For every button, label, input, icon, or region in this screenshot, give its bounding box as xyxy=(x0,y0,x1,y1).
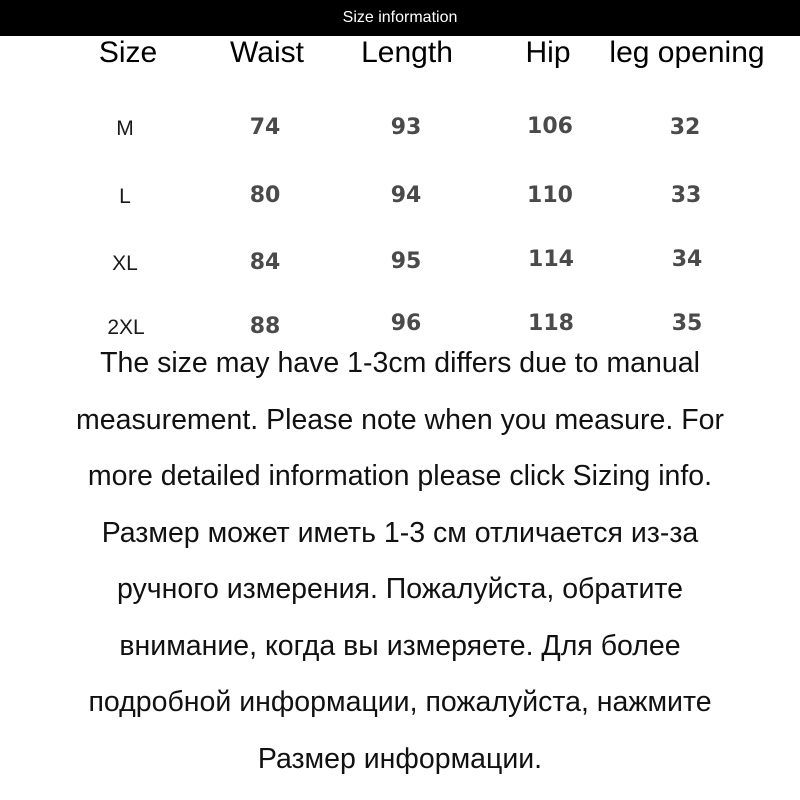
header-leg-opening: leg opening xyxy=(609,36,765,69)
hip-value: 118 xyxy=(528,311,574,336)
hip-value: 110 xyxy=(527,183,573,208)
header-length: Length xyxy=(361,36,453,69)
hip-value: 106 xyxy=(527,114,573,139)
length-value: 94 xyxy=(390,183,422,208)
header-waist: Waist xyxy=(230,36,304,69)
length-value: 95 xyxy=(390,249,422,274)
leg-opening-value: 33 xyxy=(670,183,702,208)
leg-opening-value: 32 xyxy=(669,115,701,140)
note-line: measurement. Please note when you measure. For xyxy=(76,403,724,436)
hip-value: 114 xyxy=(528,247,574,272)
length-value: 96 xyxy=(390,311,422,336)
size-info-banner xyxy=(0,0,800,36)
row-size-label: L xyxy=(119,185,131,208)
note-line: ручного измерения. Пожалуйста, обратите xyxy=(116,573,684,605)
banner-title: Size information xyxy=(342,9,458,26)
waist-value: 84 xyxy=(249,250,281,275)
measurement-note xyxy=(0,335,800,787)
leg-opening-value: 35 xyxy=(671,311,703,336)
header-size: Size xyxy=(98,36,158,69)
length-value: 93 xyxy=(390,115,422,140)
note-line: подробной информации, пожалуйста, нажмите xyxy=(88,686,712,718)
waist-value: 80 xyxy=(249,183,281,208)
note-line: more detailed information please click Sizing info. xyxy=(87,460,713,492)
row-size-label: M xyxy=(116,117,134,140)
note-line: внимание, когда вы измеряете. Для более xyxy=(119,629,681,662)
waist-value: 74 xyxy=(249,115,281,140)
waist-value: 88 xyxy=(249,314,281,339)
leg-opening-value: 34 xyxy=(671,247,703,272)
row-size-label: 2XL xyxy=(107,316,145,339)
note-line: The size may have 1-3cm differs due to manual xyxy=(100,347,700,379)
header-hip: Hip xyxy=(525,36,571,69)
note-line: Размер может иметь 1-3 см отличается из-за xyxy=(101,516,699,549)
row-size-label: XL xyxy=(112,252,138,275)
note-line: Размер информации. xyxy=(257,742,543,775)
